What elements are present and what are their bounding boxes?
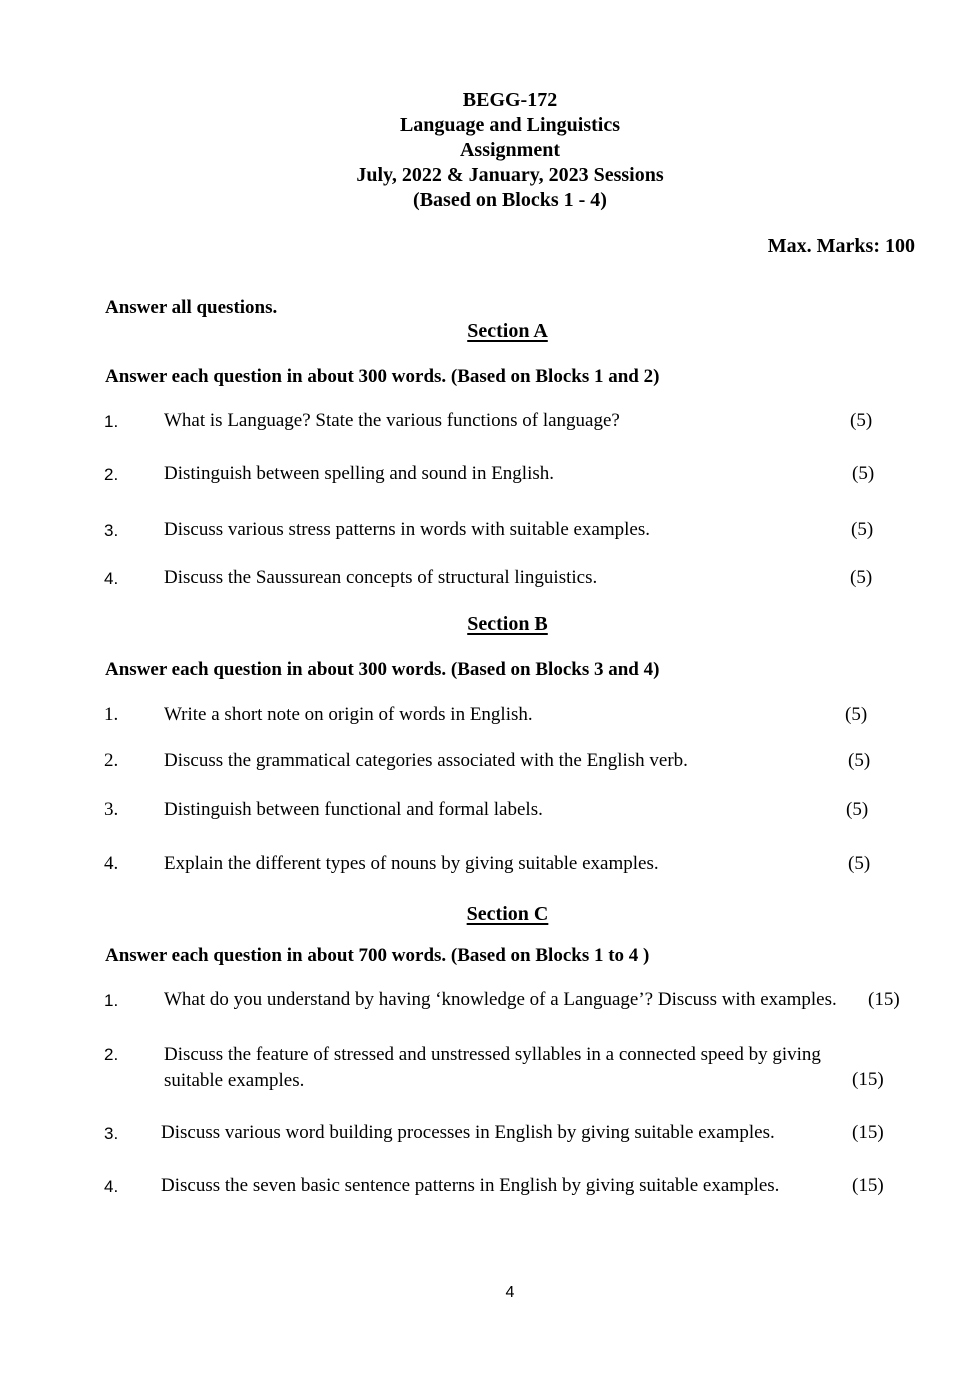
question-text: Discuss the Saussurean concepts of structural linguistics.	[164, 567, 598, 588]
document-header	[0, 88, 980, 213]
question-number: 4.	[104, 569, 119, 588]
question-text: Discuss the grammatical categories associated with the English verb.	[164, 750, 688, 771]
question-number: 3.	[104, 521, 119, 540]
question-item	[0, 410, 980, 436]
question-marks: (5)	[845, 704, 868, 725]
question-number: 1.	[104, 412, 119, 431]
question-marks: (5)	[848, 750, 871, 771]
general-instruction: Answer all questions.	[105, 297, 278, 318]
question-number: 2.	[104, 465, 119, 484]
question-text: Discuss various word building processes in English by giving suitable examples.	[161, 1122, 775, 1143]
section-a-instruction: Answer each question in about 300 words. (Based on Blocks 1 and 2)	[105, 366, 660, 387]
question-text: What do you understand by having ‘knowledge of a Language’? Discuss with examples.	[164, 989, 837, 1010]
question-item	[0, 704, 980, 730]
question-marks: (15)	[852, 1069, 884, 1090]
question-text: Discuss various stress patterns in words with suitable examples.	[164, 519, 651, 540]
question-number: 3.	[104, 799, 119, 820]
section-c-title: Section C	[466, 903, 549, 925]
question-item	[0, 989, 980, 1015]
question-item	[0, 1175, 980, 1201]
based-on-blocks: (Based on Blocks 1 - 4)	[413, 189, 607, 211]
question-number: 3.	[104, 1124, 119, 1143]
page-number: 4	[505, 1284, 515, 1301]
question-marks: (5)	[848, 853, 871, 874]
question-marks: (5)	[850, 410, 873, 431]
question-marks: (5)	[851, 519, 874, 540]
question-marks: (15)	[852, 1122, 884, 1143]
question-item	[0, 799, 980, 825]
question-number: 2.	[104, 1045, 119, 1064]
question-text: What is Language? State the various functions of language?	[164, 410, 620, 431]
question-text: Write a short note on origin of words in English.	[164, 704, 533, 725]
question-number: 2.	[104, 750, 119, 771]
question-marks: (15)	[852, 1175, 884, 1196]
section-a-title: Section A	[467, 320, 548, 342]
question-item	[0, 463, 980, 489]
question-marks: (5)	[850, 567, 873, 588]
question-text: Distinguish between functional and formal labels.	[164, 799, 543, 820]
question-text: Discuss the seven basic sentence patterns in English by giving suitable examples.	[161, 1175, 780, 1196]
question-marks: (15)	[868, 989, 900, 1010]
question-number: 4.	[104, 853, 119, 874]
question-marks: (5)	[846, 799, 869, 820]
question-item	[0, 853, 980, 879]
question-number: 1.	[104, 991, 119, 1010]
question-item	[0, 1122, 980, 1148]
question-text: Discuss the feature of stressed and unstressed syllables in a connected speed by giving suitable examples.	[164, 1044, 821, 1091]
max-marks: Max. Marks: 100	[767, 235, 915, 257]
question-text: Distinguish between spelling and sound in English.	[164, 463, 555, 484]
question-text: Explain the different types of nouns by giving suitable examples.	[164, 853, 659, 874]
document-type: Assignment	[459, 139, 560, 161]
question-number: 1.	[104, 704, 119, 725]
section-b-instruction: Answer each question in about 300 words. (Based on Blocks 3 and 4)	[105, 659, 660, 680]
section-b-title: Section B	[467, 613, 548, 635]
question-item	[0, 750, 980, 776]
question-item	[0, 567, 980, 593]
course-code: BEGG-172	[462, 89, 558, 111]
section-c-instruction: Answer each question in about 700 words. (Based on Blocks 1 to 4 )	[105, 945, 650, 966]
question-number: 4.	[104, 1177, 119, 1196]
question-item	[0, 1043, 980, 1099]
sessions: July, 2022 & January, 2023 Sessions	[356, 164, 664, 186]
question-item	[0, 519, 980, 545]
question-marks: (5)	[852, 463, 875, 484]
course-title: Language and Linguistics	[399, 114, 621, 136]
